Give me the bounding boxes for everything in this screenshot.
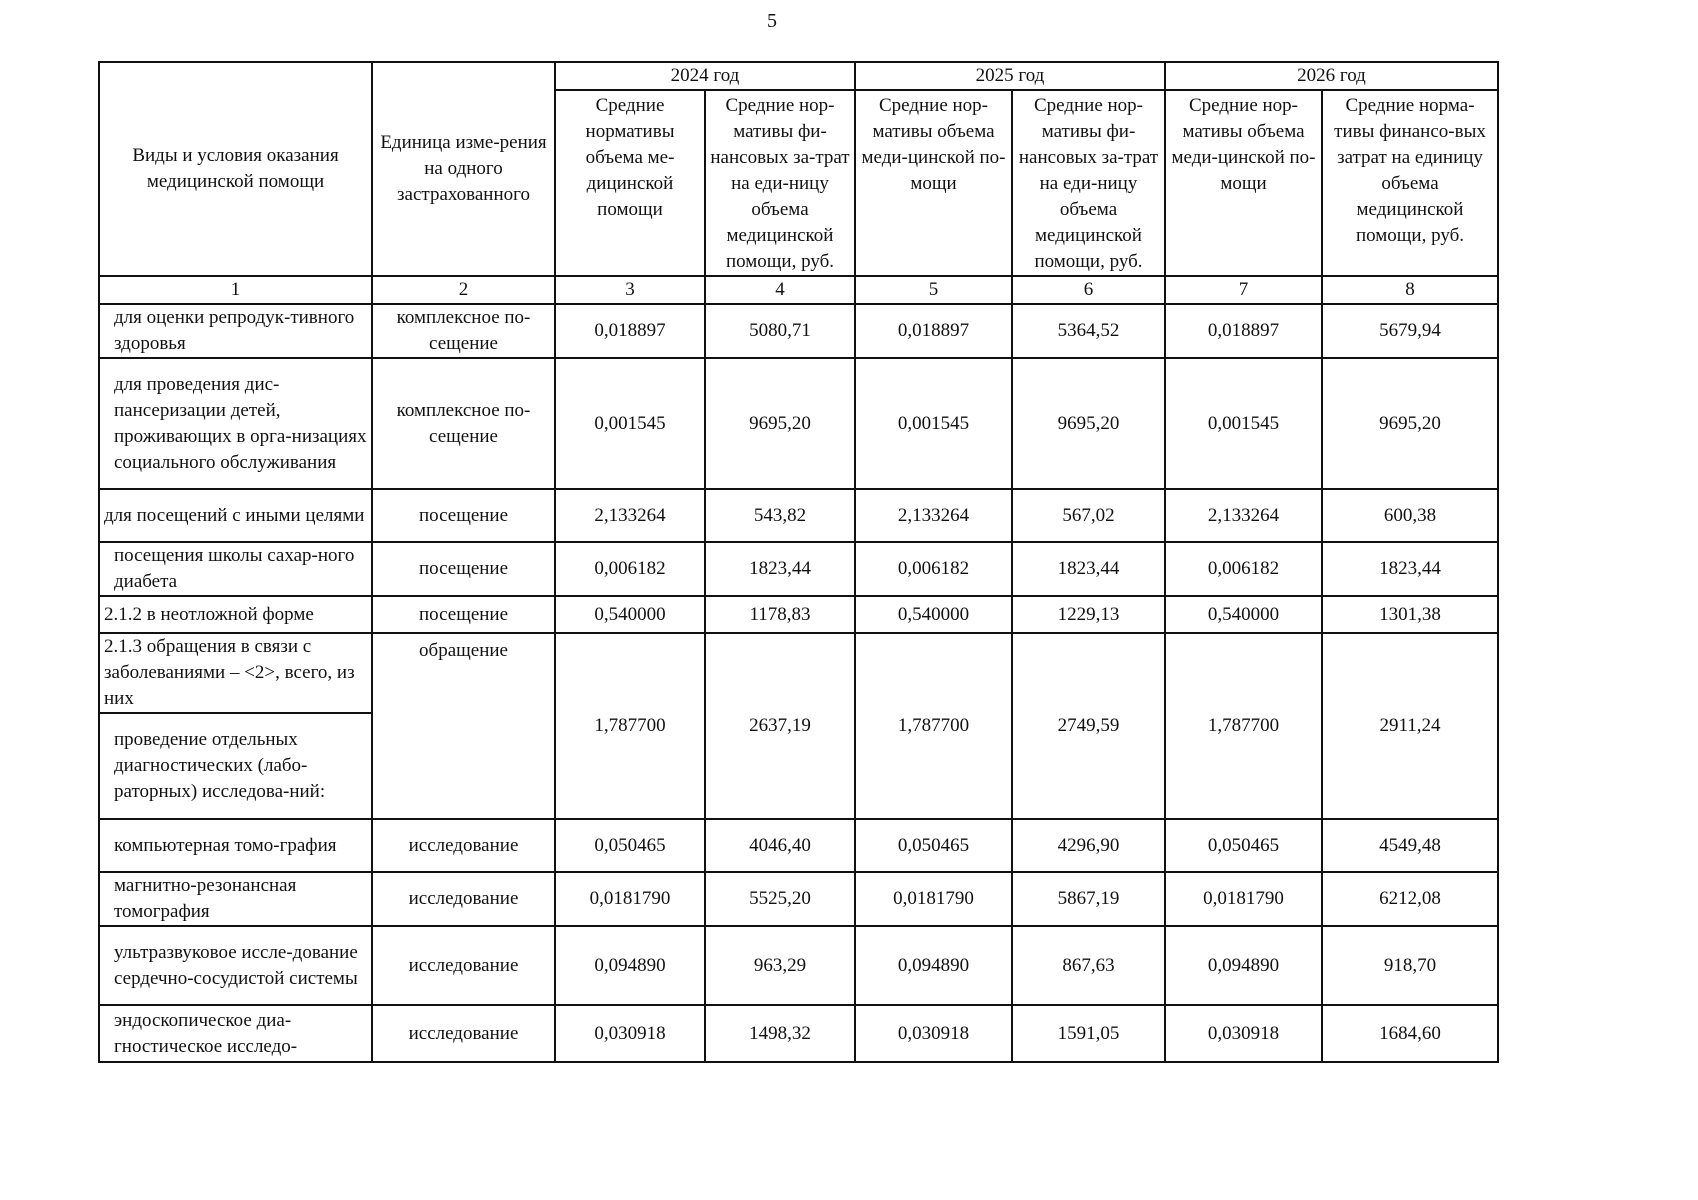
value-cell: 1,787700 [855, 633, 1012, 819]
value-cell: 6212,08 [1322, 872, 1498, 926]
header-kinds: Виды и условия оказания медицинской помощи [99, 62, 372, 276]
table-row [99, 1005, 1498, 1062]
column-number: 7 [1165, 276, 1322, 304]
page-number: 5 [767, 10, 777, 32]
value-cell: 0,094890 [1165, 926, 1322, 1005]
value-cell: 0,050465 [1165, 819, 1322, 872]
row-description: 2.1.3 обращения в связи с заболеваниями – <2>, всего, из них [99, 633, 372, 713]
row-unit: комплексное по-сещение [372, 358, 555, 489]
row-unit: посещение [372, 489, 555, 542]
value-cell: 918,70 [1322, 926, 1498, 1005]
value-cell: 0,001545 [1165, 358, 1322, 489]
value-cell: 2,133264 [1165, 489, 1322, 542]
table-row [99, 596, 1498, 633]
column-number: 1 [99, 276, 372, 304]
value-cell: 0,018897 [1165, 304, 1322, 358]
row-unit: исследование [372, 872, 555, 926]
header-volume-2025: Средние нор-мативы объема меди-цинской по-мощи [855, 90, 1012, 276]
header-cost-2026: Средние норма-тивы финансо-вых затрат на единицу объема медицинской помощи, руб. [1322, 90, 1498, 276]
value-cell: 0,540000 [1165, 596, 1322, 633]
value-cell: 0,001545 [855, 358, 1012, 489]
row-description: для оценки репродук-тивного здоровья [99, 304, 372, 358]
value-cell: 2911,24 [1322, 633, 1498, 819]
header-year-2024: 2024 год [555, 62, 855, 90]
header-cost-2025: Средние нор-мативы фи-нансовых за-трат на еди-ницу объема медицинской помощи, руб. [1012, 90, 1165, 276]
value-cell: 2637,19 [705, 633, 855, 819]
value-cell: 543,82 [705, 489, 855, 542]
value-cell: 1823,44 [1322, 542, 1498, 596]
table-row [99, 819, 1498, 872]
value-cell: 0,094890 [555, 926, 705, 1005]
value-cell: 1684,60 [1322, 1005, 1498, 1062]
value-cell: 0,050465 [555, 819, 705, 872]
value-cell: 9695,20 [1322, 358, 1498, 489]
table-row [99, 542, 1498, 596]
value-cell: 9695,20 [705, 358, 855, 489]
value-cell: 0,050465 [855, 819, 1012, 872]
value-cell: 600,38 [1322, 489, 1498, 542]
value-cell: 0,006182 [555, 542, 705, 596]
column-number: 5 [855, 276, 1012, 304]
value-cell: 2,133264 [855, 489, 1012, 542]
row-description: проведение отдельных диагностических (лабо-раторных) исследова-ний: [99, 713, 372, 819]
row-unit: обращение [372, 633, 555, 819]
column-number: 8 [1322, 276, 1498, 304]
value-cell: 2,133264 [555, 489, 705, 542]
value-cell: 0,006182 [855, 542, 1012, 596]
value-cell: 0,018897 [555, 304, 705, 358]
norms-table [98, 61, 1499, 1063]
row-unit: исследование [372, 926, 555, 1005]
row-unit: исследование [372, 1005, 555, 1062]
row-description: магнитно-резонансная томография [99, 872, 372, 926]
value-cell: 0,001545 [555, 358, 705, 489]
value-cell: 1591,05 [1012, 1005, 1165, 1062]
table-row [99, 926, 1498, 1005]
value-cell: 0,018897 [855, 304, 1012, 358]
value-cell: 2749,59 [1012, 633, 1165, 819]
value-cell: 5679,94 [1322, 304, 1498, 358]
row-description: 2.1.2 в неотложной форме [99, 596, 372, 633]
value-cell: 0,006182 [1165, 542, 1322, 596]
row-description: эндоскопическое диа-гностическое исследо- [99, 1005, 372, 1062]
table-row [99, 633, 1498, 713]
header-unit: Единица изме-рения на одного застрахованного [372, 62, 555, 276]
row-unit: посещение [372, 596, 555, 633]
value-cell: 0,540000 [855, 596, 1012, 633]
row-unit: посещение [372, 542, 555, 596]
value-cell: 963,29 [705, 926, 855, 1005]
value-cell: 4549,48 [1322, 819, 1498, 872]
value-cell: 1301,38 [1322, 596, 1498, 633]
row-unit: комплексное по-сещение [372, 304, 555, 358]
column-number: 2 [372, 276, 555, 304]
header-volume-2026: Средние нор-мативы объема меди-цинской по-мощи [1165, 90, 1322, 276]
value-cell: 1,787700 [555, 633, 705, 819]
header-year-2026: 2026 год [1165, 62, 1498, 90]
value-cell: 0,030918 [555, 1005, 705, 1062]
value-cell: 1823,44 [705, 542, 855, 596]
value-cell: 1229,13 [1012, 596, 1165, 633]
column-number: 3 [555, 276, 705, 304]
value-cell: 4296,90 [1012, 819, 1165, 872]
row-description: для проведения дис-пансеризации детей, проживающих в орга-низациях социального обслуживания [99, 358, 372, 489]
value-cell: 1,787700 [1165, 633, 1322, 819]
value-cell: 0,094890 [855, 926, 1012, 1005]
value-cell: 1178,83 [705, 596, 855, 633]
row-description: компьютерная томо-графия [99, 819, 372, 872]
value-cell: 0,030918 [1165, 1005, 1322, 1062]
value-cell: 1498,32 [705, 1005, 855, 1062]
header-volume-2024: Средние нормативы объема ме-дицинской помощи [555, 90, 705, 276]
value-cell: 0,0181790 [555, 872, 705, 926]
value-cell: 0,0181790 [1165, 872, 1322, 926]
value-cell: 0,030918 [855, 1005, 1012, 1062]
value-cell: 1823,44 [1012, 542, 1165, 596]
header-cost-2024: Средние нор-мативы фи-нансовых за-трат на еди-ницу объема медицинской помощи, руб. [705, 90, 855, 276]
table-row [99, 358, 1498, 489]
value-cell: 4046,40 [705, 819, 855, 872]
value-cell: 0,0181790 [855, 872, 1012, 926]
value-cell: 5525,20 [705, 872, 855, 926]
table-row [99, 304, 1498, 358]
row-unit: исследование [372, 819, 555, 872]
row-description: ультразвуковое иссле-дование сердечно-сосудистой системы [99, 926, 372, 1005]
value-cell: 5364,52 [1012, 304, 1165, 358]
column-number: 6 [1012, 276, 1165, 304]
row-description: посещения школы сахар-ного диабета [99, 542, 372, 596]
header-year-2025: 2025 год [855, 62, 1165, 90]
value-cell: 567,02 [1012, 489, 1165, 542]
value-cell: 0,540000 [555, 596, 705, 633]
value-cell: 867,63 [1012, 926, 1165, 1005]
table-row [99, 872, 1498, 926]
column-number: 4 [705, 276, 855, 304]
value-cell: 5080,71 [705, 304, 855, 358]
table-row [99, 489, 1498, 542]
value-cell: 9695,20 [1012, 358, 1165, 489]
row-description: для посещений с иными целями [99, 489, 372, 542]
value-cell: 5867,19 [1012, 872, 1165, 926]
